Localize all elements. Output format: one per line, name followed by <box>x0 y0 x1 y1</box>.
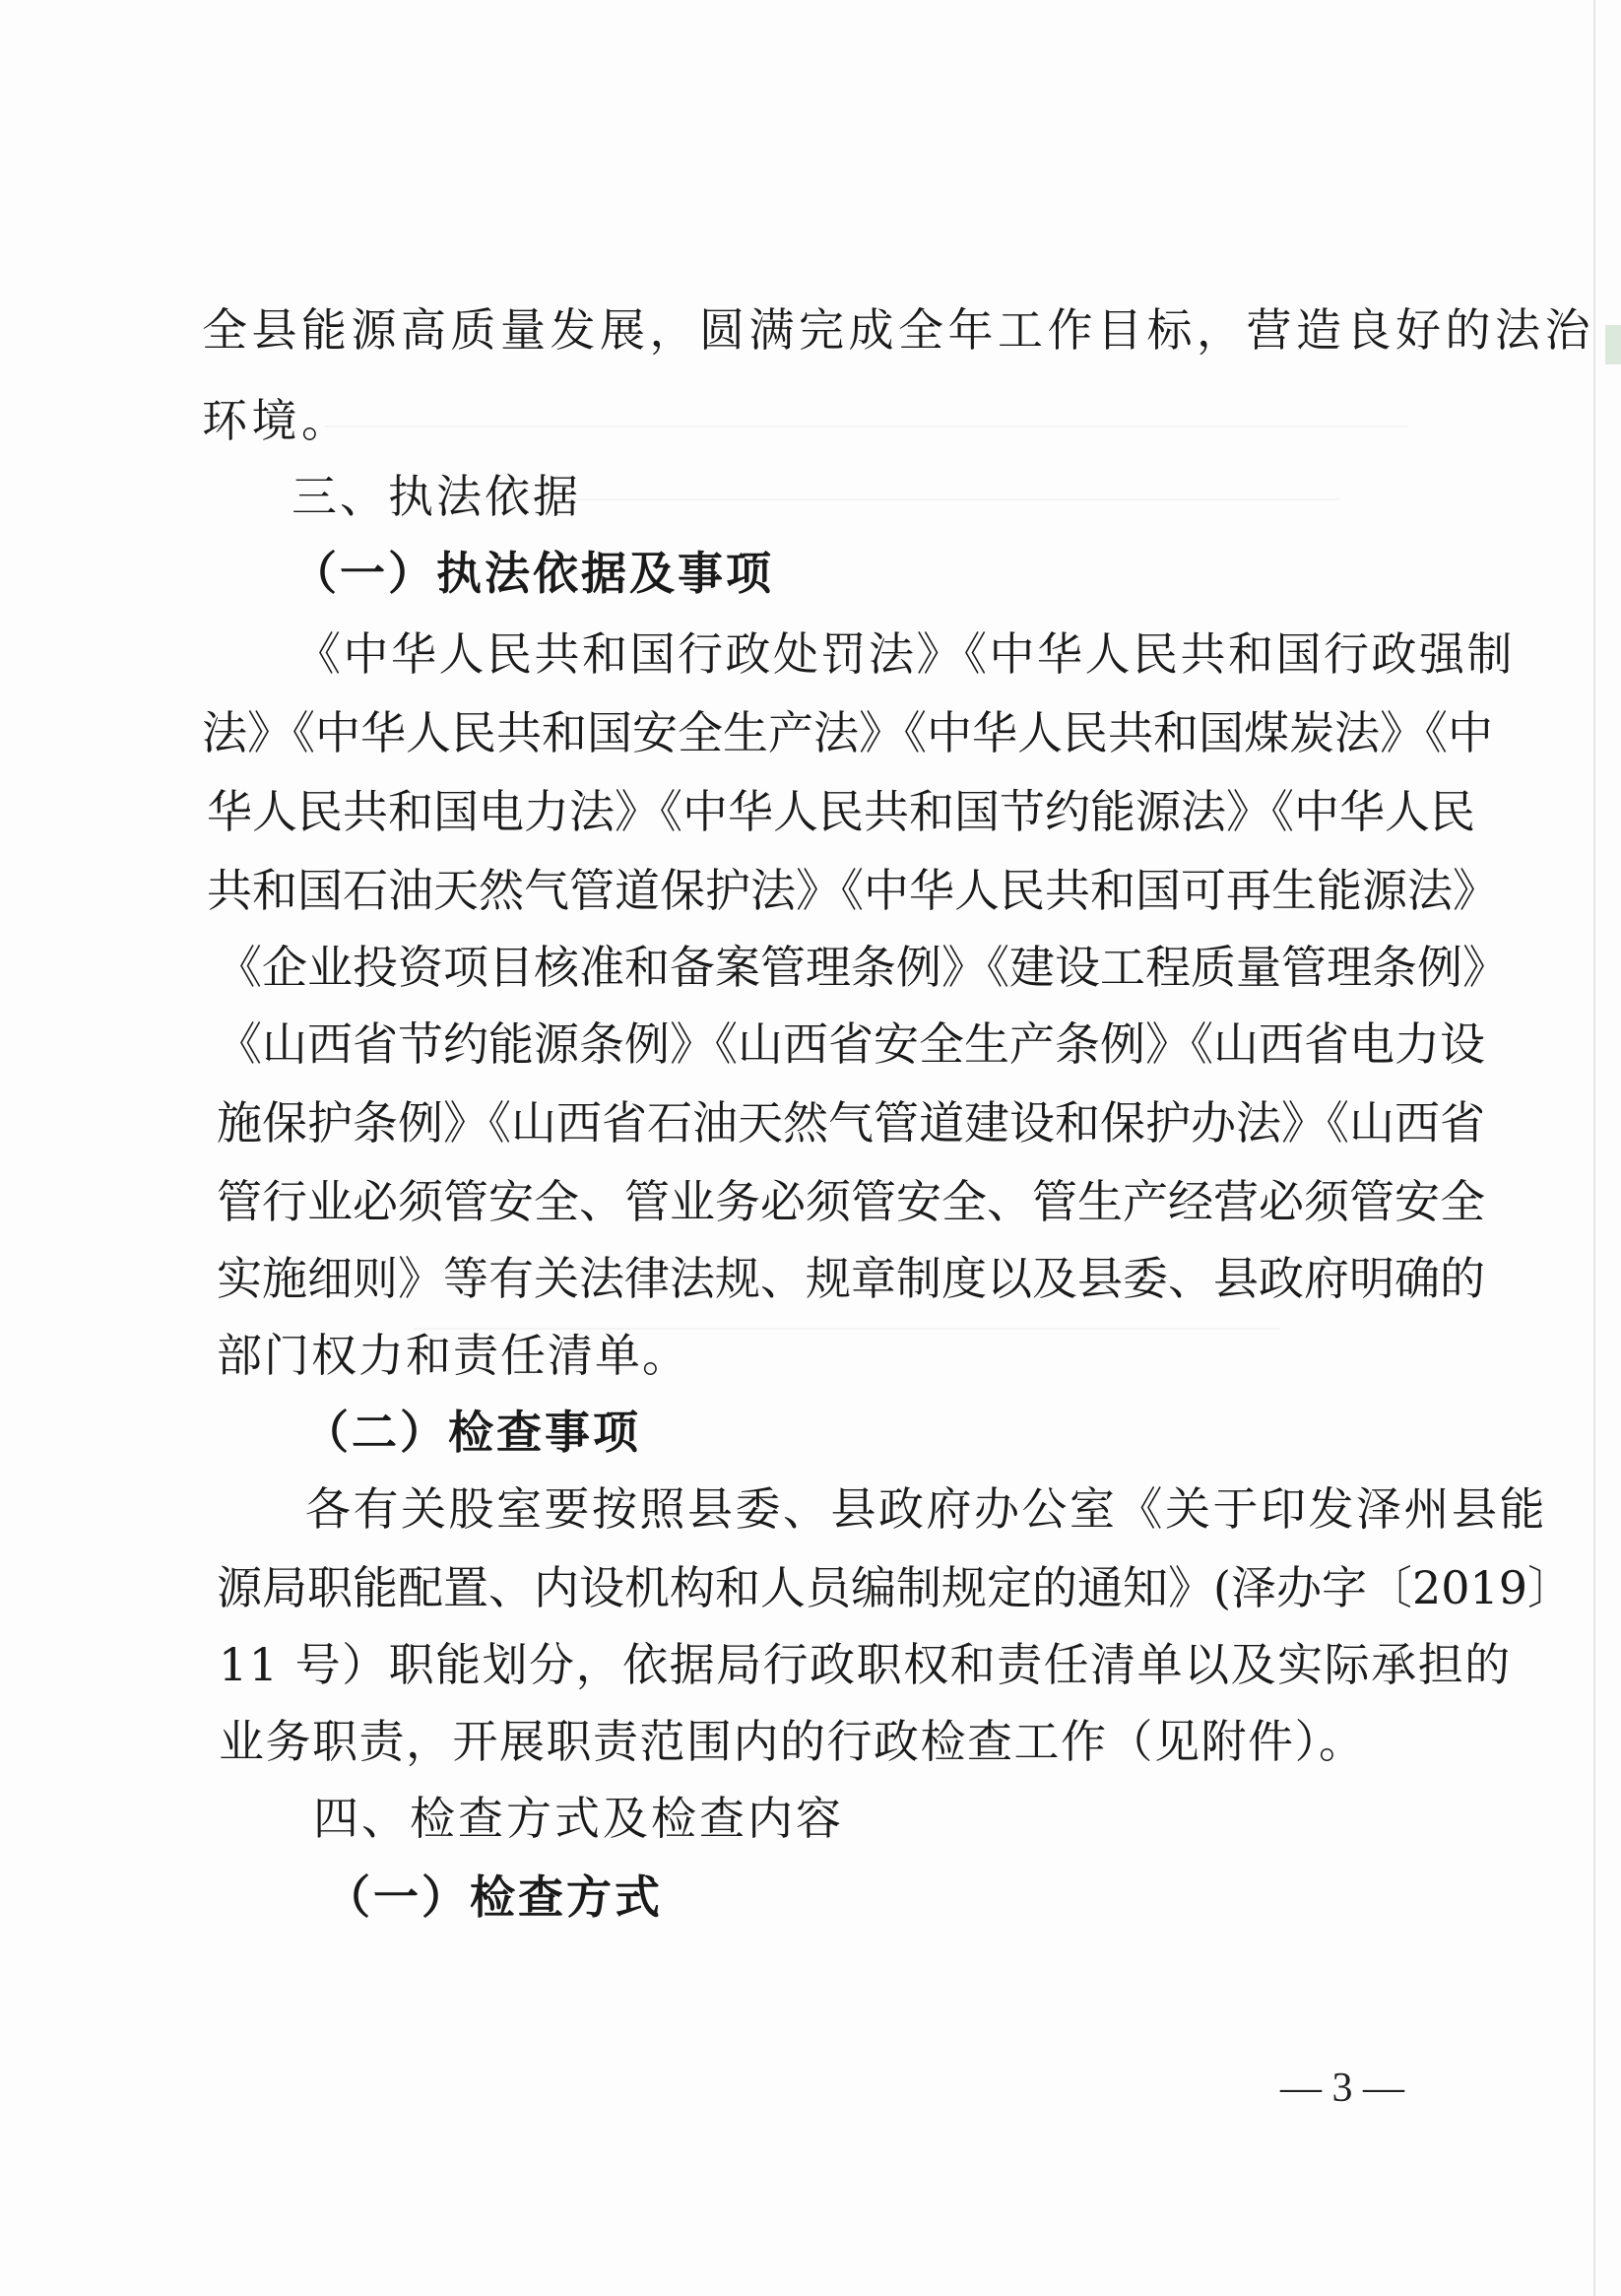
bleed-through-line <box>325 426 1408 427</box>
paragraph-line: 各有关股室要按照县委、县政府办公室《关于印发泽州县能 <box>305 1482 1547 1536</box>
subsection-heading: （一）执法依据及事项 <box>292 547 774 600</box>
paragraph-line: 部门权力和责任清单。 <box>217 1329 689 1382</box>
paragraph-line: 《企业投资项目核准和备案管理条例》《建设工程质量管理条例》 <box>217 941 1508 994</box>
section-heading: 三、执法依据 <box>292 470 581 523</box>
paragraph-line: 全县能源高质量发展，圆满完成全年工作目标，营造良好的法治 <box>202 303 1594 357</box>
paragraph-line: 共和国石油天然气管道保护法》《中华人民共和国可再生能源法》 <box>207 864 1498 917</box>
paragraph-line: 环境。 <box>202 394 352 447</box>
paragraph-line: 源局职能配置、内设机构和人员编制规定的通知》(泽办字〔2019〕 <box>217 1561 1574 1614</box>
paragraph-line: 业务职责，开展职责范围内的行政检查工作（见附件）。 <box>219 1715 1366 1768</box>
paragraph-line: 实施细则》等有关法律法规、规章制度以及县委、县政府明确的 <box>217 1252 1485 1305</box>
paragraph-line: 《山西省节约能源条例》《山西省安全生产条例》《山西省电力设 <box>217 1017 1485 1071</box>
subsection-heading: （一）检查方式 <box>325 1870 663 1924</box>
paragraph-line: 华人民共和国电力法》《中华人民共和国节约能源法》《中华人民 <box>207 785 1475 838</box>
paragraph-line: 法》《中华人民共和国安全生产法》《中华人民共和国煤炭法》《中 <box>202 706 1493 759</box>
section-heading: 四、检查方式及检查内容 <box>313 1792 844 1845</box>
paragraph-line: 《中华人民共和国行政处罚法》《中华人民共和国行政强制 <box>295 627 1515 681</box>
subsection-heading: （二）检查事项 <box>303 1406 641 1459</box>
scan-edge-mark <box>1605 325 1621 364</box>
paragraph-line: 管行业必须管安全、管业务必须管安全、管生产经营必须管安全 <box>217 1175 1485 1228</box>
bleed-through-line <box>453 498 1339 500</box>
page-number: — 3 — <box>1280 2066 1404 2111</box>
paragraph-line: 11 号）职能划分，依据局行政职权和责任清单以及实际承担的 <box>219 1638 1512 1691</box>
paragraph-line: 施保护条例》《山西省石油天然气管道建设和保护办法》《山西省 <box>217 1096 1485 1149</box>
